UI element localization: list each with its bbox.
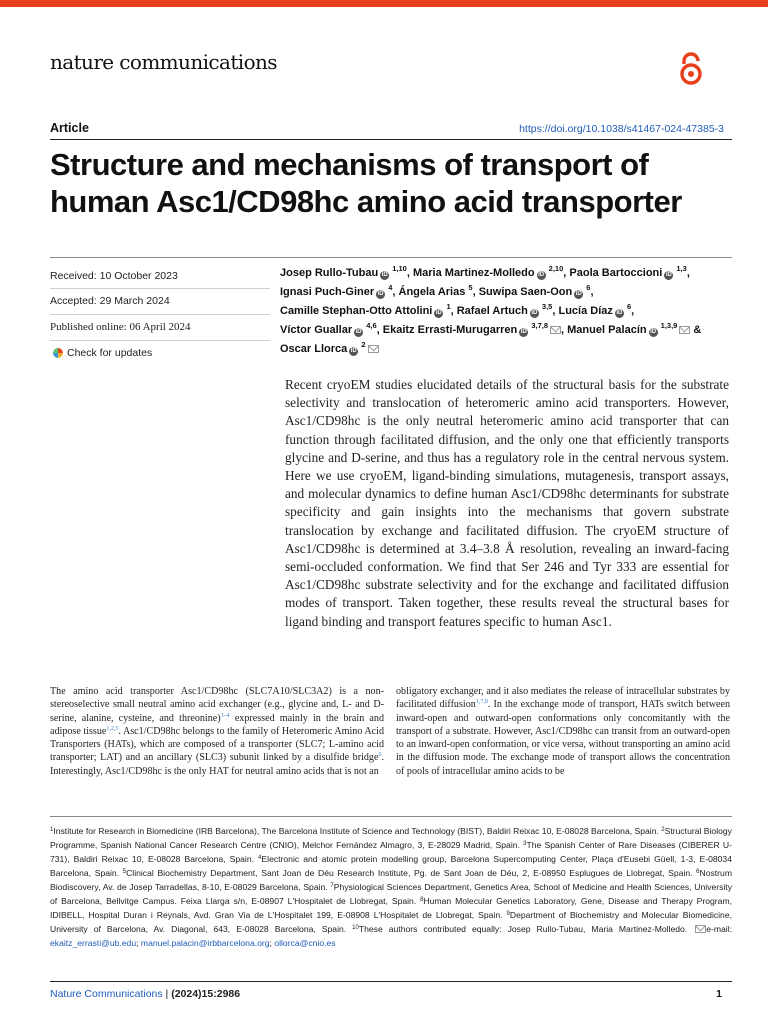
email-link[interactable]: manuel.palacin@irbbarcelona.org: [140, 938, 270, 948]
author-entry: [280, 302, 454, 317]
email-link[interactable]: ollorca@cnio.es: [274, 938, 336, 948]
body-text: . Interestingly, Asc1/CD98hc is the only HAT for neutral amino acids that is not an: [50, 752, 384, 777]
orcid-icon[interactable]: iD: [520, 329, 527, 335]
author-affiliation: 1,3: [676, 264, 687, 273]
author-affiliation: 3,7,8: [531, 321, 548, 330]
footer-separator: |: [162, 988, 172, 1000]
check-updates-label: Check for updates: [67, 347, 153, 359]
title-divider: [50, 257, 732, 258]
orcid-icon[interactable]: iD: [381, 272, 388, 278]
citation-link[interactable]: 1,7,8: [475, 699, 488, 706]
author-separator: ,: [563, 267, 567, 279]
published-date: Published online: 06 April 2024: [50, 321, 191, 333]
article-title: Structure and mechanisms of transport of human Asc1/CD98hc amino acid transporter: [50, 147, 682, 219]
article-type: Article: [50, 121, 89, 135]
affiliations-divider: [50, 816, 732, 817]
footer-citation: [50, 988, 240, 1000]
affiliation-number: 7: [330, 883, 334, 889]
affiliation-text: Department of Biochemistry and Molecular Biomedicine, University of Barcelona, Av. Diagonal, 643, E-08028 Barcelona, Spain.: [50, 910, 733, 934]
author-affiliation: 1,3,9: [660, 321, 678, 330]
author-separator: &: [690, 324, 702, 336]
author-entry: [412, 264, 567, 279]
author-separator: ,: [552, 305, 556, 317]
affiliation-text: Institute for Research in Biomedicine (IRB Barcelona), The Barcelona Institute of Science and Technology (BIST), Baldiri Reixac 10, E-08028 Barcelona, Spain.: [53, 826, 662, 836]
body-text: . In the exchange mode of transport, HATs switch between inward-open and outward-open conformations only concomitantly with the transport of a substrate. However, Asc1/CD98hc can transit from an outward-open to an inward-open conformation, or vice versa, without transporting an amino acid in the diffusion mode. The exchange mode of transport allows the concentration of pools of intracellular amino acids to be: [396, 699, 730, 777]
author-name[interactable]: Paola Bartoccioni: [569, 267, 663, 279]
affiliation-number: 4: [258, 855, 262, 861]
author-affiliation: 1: [446, 302, 451, 311]
author-separator: ,: [392, 286, 396, 298]
author-separator: ,: [590, 286, 594, 298]
body-column-left: [50, 685, 384, 778]
citation-link[interactable]: 1–4: [220, 712, 230, 719]
affiliation-text: Clinical Biochemistry Department, Sant Joan de Déu Research Institute, Pg. de Sant Joan de Déu, 2, E-08950 Esplugues de Llobregat, Spain.: [126, 868, 697, 878]
affiliation-text: Human Molecular Genetics Laboratory, Gene, Disease and Therapy Program, IDIBELL, Hospital Duran i Reynals, Avd. Gran Via de L'Hospitalet 199, E-08908 L'Hospitalet de Llobregat, Spain.: [50, 896, 732, 920]
footer-volume: (2024)15:2986: [171, 988, 241, 1000]
affiliation-number: 10: [352, 925, 359, 931]
author-entry: [280, 321, 380, 336]
author-entry: [398, 283, 476, 298]
body-column-right: [396, 685, 730, 778]
author-affiliation: 4: [388, 283, 393, 292]
meta-divider: [50, 314, 270, 315]
open-access-icon[interactable]: [676, 52, 706, 86]
orcid-icon[interactable]: iD: [650, 329, 657, 335]
author-name[interactable]: Camille Stephan-Otto Attolini: [280, 305, 433, 317]
author-name[interactable]: Josep Rullo-Tubau: [280, 267, 379, 279]
mail-icon[interactable]: [368, 345, 379, 353]
affiliation-number: 3: [523, 841, 527, 847]
author-entry: [382, 321, 565, 336]
header-divider: [50, 139, 732, 140]
author-affiliation: 5: [468, 283, 473, 292]
affiliation-number: 5: [122, 869, 127, 875]
mail-icon[interactable]: [679, 326, 690, 334]
author-name[interactable]: Lucía Díaz: [558, 305, 613, 317]
mail-icon[interactable]: [550, 326, 561, 334]
author-affiliation: 2,10: [548, 264, 564, 273]
orcid-icon[interactable]: iD: [531, 310, 538, 316]
affiliations: $^1$Institute for Research in Biomedicine (IRB Barcelona), The Barcelona Institute of Science and Technology (BIST), Baldiri Reixac 10, E-08028 Barcelona, Spain. $^2$Structural Biology Programme, Spanish National Cancer Research Centre (CNIO), Melchor Fernández Almagro, 3, E-28029 Madrid, Spain. $^3$The Spanish Center of Rare Diseases (CIBERER U-731), Baldiri Reixac 10, E-08028 Barcelona, Spain. $^4$Electronic and atomic protein modelling group, Barcelona Supercomputing Center, Plaça d'Eusebi Güell, 1-3, E-08034 Barcelona, Spain. $^5$Clinical Biochemistry Department, Sant Joan de Déu Research Institute, Pg. de Sant Joan de Déu, 2, E-08950 Esplugues de Llobregat, Spain. $^6$Nostrum Biodiscovery, Av. de Josep Tarradellas, 8-10, E-08029 Barcelona, Spain. $^7$Physiological Sciences Department, Genetics Area, School of Medicine and Health Sciences, University of Barcelona, Bellvitge Campus. Feixa Llarga s/n, E-08907 L'Hospitalet de Llobregat, Spain. $^8$Human Molecular Genetics Laboratory, Gene, Disease and Therapy Program, IDIBELL, Hospital Duran i Reynals, Avd. Gran Via de L'Hospitalet 199, E-08908 L'Hospitalet de Llobregat, Spain. $^9$Department of Biochemistry and Molecular Biomedicine, University of Barcelona, Av. Diagonal, 643, E-08028 Barcelona, Spain. $^{10}$These authors contributed equally: Josep Rullo-Tubau, Maria Martinez-Molledo. e-mail: ekaitz_errasti@ub.edu; manuel.palacin@irbbarcelona.org; ollorca@cnio.es: [50, 826, 733, 948]
author-affiliation: 3,5: [541, 302, 553, 311]
author-entry: [569, 264, 690, 279]
affiliation-number: 1: [50, 827, 54, 833]
author-separator: ,: [472, 286, 476, 298]
affiliation-number: 6: [696, 869, 700, 875]
author-entry: [280, 283, 396, 298]
author-affiliation: 4,6: [366, 321, 377, 330]
author-name[interactable]: Oscar Llorca: [280, 343, 348, 355]
affiliation-text: Structural Biology Programme, Spanish National Cancer Research Centre (CNIO), Melchor Fernández Almagro, 3, E-28029 Madrid, Spain.: [50, 826, 732, 850]
citation-link[interactable]: 1,2,5: [106, 725, 119, 732]
mail-icon: [695, 925, 706, 933]
author-name[interactable]: Ekaitz Errasti-Murugarren: [382, 324, 518, 336]
author-entry: [478, 283, 594, 298]
affiliation-number: 9: [506, 911, 510, 917]
affiliation-number: 2: [661, 827, 665, 833]
affiliation-text: Physiological Sciences Department, Genetics Area, School of Medicine and Health Sciences, University of Barcelona, Bellvitge Campus. Feixa Llarga s/n, E-08907 L'Hospitalet de Llobregat, Spain.: [50, 882, 732, 906]
top-accent-bar: [0, 0, 768, 7]
affiliation-text: Electronic and atomic protein modelling group, Barcelona Supercomputing Center, Plaça d'Eusebi Güell, 1-3, E-08034 Barcelona, Spain.: [50, 854, 732, 878]
author-name[interactable]: Rafael Artuch: [456, 305, 528, 317]
footer-divider: [50, 981, 732, 982]
author-entry: [558, 302, 635, 317]
orcid-icon[interactable]: iD: [538, 272, 545, 278]
author-separator: ,: [686, 267, 690, 279]
author-separator: ,: [406, 267, 410, 279]
author-name[interactable]: Víctor Guallar: [280, 324, 353, 336]
meta-divider: [50, 288, 270, 289]
author-name[interactable]: Manuel Palacín: [567, 324, 647, 336]
author-entry: [567, 321, 702, 336]
body-text: obligatory exchanger, and it also mediates the release of intracellular substrates by facilitated diffusion: [396, 686, 730, 711]
orcid-icon[interactable]: iD: [355, 329, 362, 335]
author-name[interactable]: Maria Martinez-Molledo: [412, 267, 535, 279]
page-number: 1: [716, 988, 722, 1000]
affiliation-text: These authors contributed equally: Josep Rullo-Tubau, Maria Martinez-Molledo.: [358, 924, 694, 934]
affiliation-number: 8: [420, 897, 424, 903]
author-entry: [280, 264, 410, 279]
author-name[interactable]: Ángela Arias: [398, 286, 466, 298]
author-affiliation: 6: [586, 283, 591, 292]
journal-name[interactable]: nature communications: [50, 50, 277, 74]
author-name[interactable]: Suwipa Saen-Oon: [478, 286, 573, 298]
orcid-icon[interactable]: iD: [616, 310, 623, 316]
body-text: expressed mainly in the brain and adipose tissue: [50, 712, 384, 737]
author-affiliation: 1,10: [392, 264, 407, 273]
orcid-icon[interactable]: iD: [377, 291, 384, 297]
orcid-icon[interactable]: iD: [575, 291, 582, 297]
meta-divider: [50, 340, 270, 341]
received-date: Received: 10 October 2023: [50, 270, 178, 282]
check-updates-icon: [53, 348, 63, 358]
author-name[interactable]: Ignasi Puch-Giner: [280, 286, 375, 298]
email-link[interactable]: ekaitz_errasti@ub.edu: [50, 938, 137, 948]
citation-link[interactable]: 6: [378, 752, 382, 759]
body-text: The amino acid transporter Asc1/CD98hc (SLC7A10/SLC3A2) is a non-stereoselective small neutral amino acid exchanger (e.g., glycine and, L- and D-serine, alanine, cysteine, and threonine): [50, 686, 384, 724]
body-text: . Asc1/CD98hc belongs to the family of Heteromeric Amino Acid Transporters (HATs), which are composed of a transporter (SLC7; L-amino acid transporter; LAT) and an ancillary (SLC3) subunit linked by a disulfide bridge: [50, 725, 384, 764]
orcid-icon[interactable]: iD: [665, 272, 672, 278]
author-list: [280, 264, 730, 359]
author-entry: [280, 340, 379, 355]
author-affiliation: 2: [361, 340, 366, 349]
author-separator: ,: [450, 305, 454, 317]
email-label: e-mail:: [706, 924, 733, 934]
abstract: Recent cryoEM studies elucidated details of the structural basis for the substrate selectivity and translocation of heteromeric amino acid transporters. However, Asc1/CD98hc is the only neutral heteromeric amino acid transporter that can function through facilitated diffusion, and the only one that efficiently transports glycine and D-serine, and thus has a regulatory role in the central nervous system. Here we use cryoEM, ligand-binding simulations, mutagenesis, transport assays, and molecular dynamics to define human Asc1/CD98hc determinants for substrate specificity and gain insights into the mechanisms that govern substrate translocation by exchange and facilitated diffusion. The cryoEM structure of Asc1/CD98hc is determined at 3.4–3.8 Å resolution, revealing an inward-facing semi-occluded conformation. We find that Ser 246 and Tyr 333 are essential for Asc1/CD98hc substrate selectivity and for the exchange and facilitated diffusion modes of transport. Taken together, these results reveal the structural bases for ligand binding and transport features specific to human Asc1.: [285, 377, 729, 629]
author-separator: ,: [376, 324, 380, 336]
affiliation-text: Nostrum Biodiscovery, Av. de Josep Tarradellas, 8-10, E-08029 Barcelona, Spain.: [50, 868, 732, 892]
author-entry: [456, 302, 556, 317]
orcid-icon[interactable]: iD: [350, 348, 357, 354]
affiliation-text: The Spanish Center of Rare Diseases (CIBERER U-731), Baldiri Reixac 10, E-08028 Barcelona, Spain.: [50, 840, 732, 864]
orcid-icon[interactable]: iD: [435, 310, 442, 316]
author-affiliation: 6: [626, 302, 632, 311]
author-separator: ,: [561, 324, 565, 336]
doi-link[interactable]: https://doi.org/10.1038/s41467-024-47385-3: [519, 123, 724, 135]
footer-journal[interactable]: Nature Communications: [50, 988, 163, 1000]
check-for-updates-button[interactable]: [53, 347, 152, 359]
accepted-date: Accepted: 29 March 2024: [50, 295, 170, 307]
author-separator: ,: [631, 305, 635, 317]
